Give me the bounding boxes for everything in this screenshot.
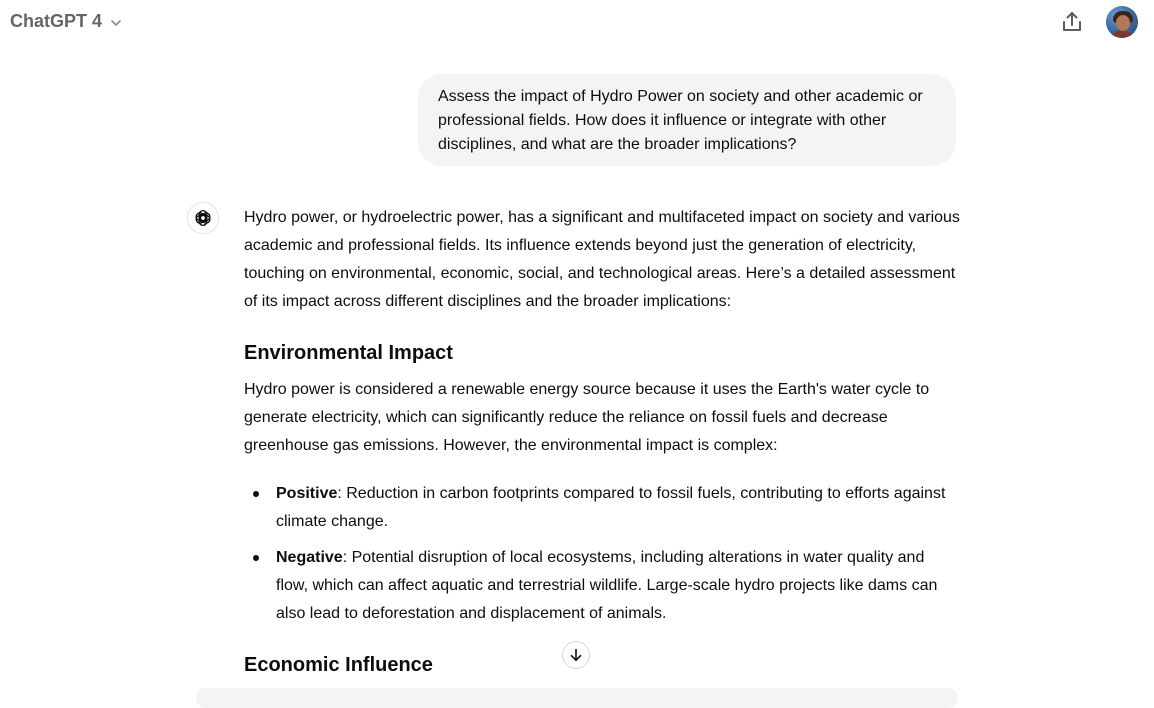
openai-logo-icon — [193, 208, 213, 228]
chevron-down-icon[interactable] — [110, 16, 122, 28]
avatar-shirt — [1110, 30, 1134, 38]
share-button[interactable] — [1059, 9, 1085, 35]
list-item — [244, 544, 960, 628]
arrow-down-icon[interactable] — [568, 647, 584, 663]
top-bar — [0, 0, 1154, 44]
environmental-bullets — [244, 480, 960, 636]
environmental-paragraph: Hydro power is considered a renewable energy source because it uses the Earth's water cycle to generate electricity, which can significantly reduce the reliance on fossil fuels and decrease greenhouse gas emissions. However, the environmental impact is complex: — [244, 381, 930, 454]
share-upload-icon[interactable] — [1059, 9, 1085, 35]
user-message-text: Assess the impact of Hydro Power on society and other academic or professional fields. How does it influence or integrate with other disciplines, and what are the broader implications? — [438, 88, 923, 153]
bullet-dot — [253, 491, 259, 497]
bullet-label-negative: Negative — [276, 549, 343, 566]
bullet-text-negative: : Potential disruption of local ecosystems, including alterations in water quality and flow, which can affect aquatic and terrestrial wildlife. Large-scale hydro projects like dams can also lead to deforestation and displacement of animals. — [276, 549, 938, 622]
scroll-to-bottom-button[interactable] — [562, 641, 590, 669]
user-avatar[interactable] — [1106, 6, 1138, 38]
user-message-bubble — [418, 74, 956, 166]
heading-economic-influence: Economic Influence — [244, 654, 433, 676]
bullet-text-positive: : Reduction in carbon footprints compared to fossil fuels, contributing to efforts against climate change. — [276, 485, 946, 530]
response-intro: Hydro power, or hydroelectric power, has a significant and multifaceted impact on society and various academic and professional fields. Its influence extends beyond just the generation of electricity, touching on environmental, economic, social, and technological areas. Here’s a detailed assessment of its impact across different disciplines and the broader implications: — [244, 209, 960, 310]
bullet-label-positive: Positive — [276, 485, 338, 502]
model-selector[interactable] — [10, 11, 122, 32]
heading-environmental-impact: Environmental Impact — [244, 342, 453, 364]
avatar-face — [1116, 15, 1130, 31]
model-name[interactable]: ChatGPT 4 — [10, 11, 103, 31]
assistant-avatar — [187, 202, 219, 234]
message-composer[interactable] — [196, 688, 958, 708]
list-item — [244, 480, 960, 536]
bullet-dot — [253, 555, 259, 561]
